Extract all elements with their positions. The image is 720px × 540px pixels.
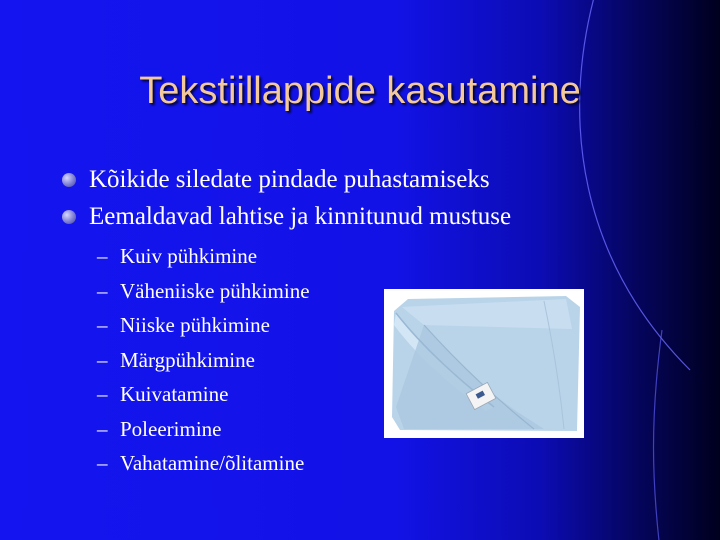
sub-bullet-item — [95, 447, 310, 482]
sub-bullet-item — [95, 275, 310, 310]
bullet-text: Kõikide siledate pindade puhastamiseks — [89, 166, 490, 193]
sub-bullet-text: Väheniiske pühkimine — [120, 278, 310, 303]
sub-bullet-item — [95, 378, 310, 413]
sub-bullet-item — [95, 344, 310, 379]
sub-bullet-text: Vahatamine/õlitamine — [120, 451, 305, 475]
dash-icon: – — [97, 244, 108, 268]
sub-bullet-text: Märgpühkimine — [120, 347, 255, 372]
bullet-dot-icon — [62, 210, 76, 224]
bullet-text: Eemaldavad lahtise ja kinnitunud mustuse — [89, 203, 512, 230]
slide-title: Tekstiillappide kasutamine — [139, 70, 581, 112]
bullet-dot-icon — [62, 173, 76, 187]
dash-icon: – — [97, 313, 108, 337]
sub-bullet-text: Kuiv pühkimine — [120, 244, 258, 268]
sub-bullet-list — [95, 240, 310, 482]
dash-icon: – — [97, 347, 108, 372]
bullet-item — [60, 200, 511, 237]
microfiber-cloth-photo — [384, 289, 584, 438]
dash-icon: – — [97, 416, 108, 441]
sub-bullet-text: Niiske pühkimine — [120, 313, 270, 337]
dash-icon: – — [97, 382, 108, 406]
bullet-item — [60, 163, 511, 200]
sub-bullet-text: Poleerimine — [120, 416, 222, 441]
sub-bullet-text: Kuivatamine — [120, 382, 229, 406]
sub-bullet-item — [95, 413, 310, 448]
sub-bullet-item — [95, 240, 310, 275]
dash-icon: – — [97, 451, 108, 475]
bullet-list — [60, 163, 511, 237]
dash-icon: – — [97, 278, 108, 303]
sub-bullet-item — [95, 309, 310, 344]
